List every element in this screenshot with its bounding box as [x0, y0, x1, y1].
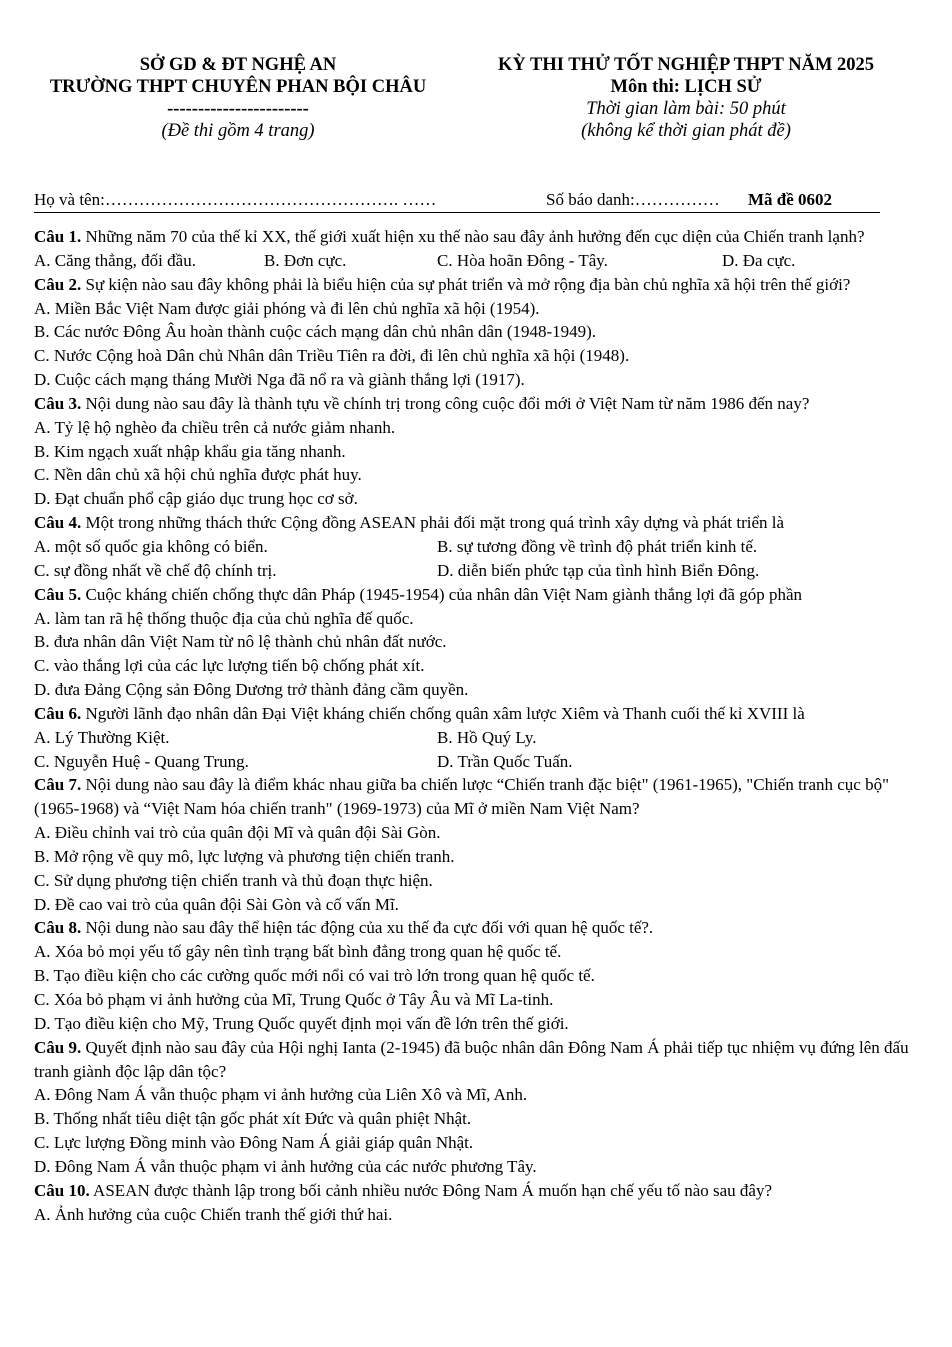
option-d: D. Đạt chuẩn phổ cập giáo dục trung học cơ sở.	[34, 489, 358, 509]
option-d: D. đưa Đảng Cộng sản Đông Dương trở thành đảng cầm quyền.	[34, 680, 469, 700]
options-row	[34, 535, 918, 559]
option-d: D. Cuộc cách mạng tháng Mười Nga đã nổ ra và giành thắng lợi (1917).	[34, 370, 525, 390]
option-d: D. Đề cao vai trò của quân đội Sài Gòn và cố vấn Mĩ.	[34, 894, 399, 914]
option-b: B. Kim ngạch xuất nhập khẩu gia tăng nhanh.	[34, 441, 346, 461]
pages-note: (Đề thi gồm 4 trang)	[161, 121, 315, 141]
question-10	[34, 1179, 918, 1203]
subject: Môn thi: LỊCH SỬ	[610, 77, 762, 97]
time-note: (không kể thời gian phát đề)	[581, 121, 791, 141]
options-row	[34, 249, 918, 273]
exam-title: KỲ THI THỬ TỐT NGHIỆP THPT NĂM 2025	[497, 55, 875, 75]
question-8	[34, 916, 918, 940]
question-text: ASEAN được thành lập trong bối cảnh nhiều nước Đông Nam Á muốn hạn chế yếu tố nào sau đây?	[93, 1180, 772, 1200]
question-9	[34, 1036, 918, 1084]
question-text: Người lãnh đạo nhân dân Đại Việt kháng chiến chống quân xâm lược Xiêm và Thanh cuối thế kỉ XVIII là	[85, 703, 805, 723]
question-label: Câu 6.	[34, 703, 82, 723]
question-2	[34, 273, 918, 297]
school-name: TRƯỜNG THPT CHUYÊN PHAN BỘI CHÂU	[49, 77, 427, 97]
option-a: A. Ảnh hưởng của cuộc Chiến tranh thế giới thứ hai.	[34, 1204, 393, 1224]
header-right	[466, 54, 906, 142]
header-divider: -----------------------	[167, 99, 309, 119]
option-b: B. Tạo điều kiện cho các cường quốc mới nổi có vai trò lớn trong quan hệ quốc tế.	[34, 966, 595, 986]
question-label: Câu 10.	[34, 1180, 90, 1200]
option-d: D. Đa cực.	[722, 250, 796, 270]
question-5	[34, 583, 918, 607]
question-label: Câu 4.	[34, 513, 82, 533]
question-label: Câu 8.	[34, 918, 82, 938]
question-1	[34, 225, 918, 249]
header-left	[24, 54, 452, 142]
question-text: Nội dung nào sau đây là điểm khác nhau giữa ba chiến lược “Chiến tranh đặc biệt" (1961-1965), "Chiến tranh cục bộ" (1965-1968) và “Việt Nam hóa chiến tranh" (1969-1973) của Mĩ ở miền Nam Việt Nam?	[34, 775, 890, 819]
question-3	[34, 392, 918, 416]
options-row	[34, 750, 918, 774]
option-d: D. Trần Quốc Tuấn.	[437, 751, 573, 771]
option-a: A. làm tan rã hệ thống thuộc địa của chủ nghĩa đế quốc.	[34, 608, 414, 628]
exam-code: Mã đề 0602	[748, 190, 833, 209]
question-4	[34, 511, 918, 535]
option-a: A. Miền Bắc Việt Nam được giải phóng và đi lên chủ nghĩa xã hội (1954).	[34, 298, 540, 318]
header-rule	[34, 212, 880, 213]
option-c: C. Nền dân chủ xã hội chủ nghĩa được phát huy.	[34, 465, 362, 485]
option-c: C. Nước Cộng hoà Dân chủ Nhân dân Triều Tiên ra đời, đi lên chủ nghĩa xã hội (1948).	[34, 346, 630, 366]
question-text: Nội dung nào sau đây là thành tựu về chính trị trong công cuộc đổi mới ở Việt Nam từ năm 1986 đến nay?	[85, 393, 810, 413]
option-c: C. Lực lượng Đồng minh vào Đông Nam Á giải giáp quân Nhật.	[34, 1133, 474, 1153]
question-text: Những năm 70 của thế kỉ XX, thế giới xuất hiện xu thế nào sau đây ảnh hưởng đến cục diện của Chiến tranh lạnh?	[85, 227, 865, 246]
option-b: B. sự tương đồng về trình độ phát triển kinh tế.	[437, 536, 758, 556]
time-limit: Thời gian làm bài: 50 phút	[586, 99, 786, 119]
department-name: SỞ GD & ĐT NGHỆ AN	[139, 55, 337, 75]
question-label: Câu 1.	[34, 227, 82, 246]
option-c: C. Nguyễn Huệ - Quang Trung.	[34, 751, 249, 771]
question-label: Câu 7.	[34, 775, 82, 795]
option-d: D. diễn biến phức tạp của tình hình Biển Đông.	[437, 560, 760, 580]
option-b: B. Hồ Quý Ly.	[437, 727, 537, 747]
question-text: Sự kiện nào sau đây không phải là biểu hiện của sự phát triển và mở rộng địa bàn chủ nghĩa xã hội trên thế giới?	[85, 274, 851, 294]
questions	[34, 225, 918, 1226]
question-label: Câu 5.	[34, 584, 82, 604]
option-b: B. Các nước Đông Âu hoàn thành cuộc cách mạng dân chủ nhân dân (1948-1949).	[34, 322, 597, 342]
candidate-info	[34, 188, 914, 212]
option-a: A. Căng thẳng, đối đầu.	[34, 250, 196, 270]
option-c: C. sự đồng nhất về chế độ chính trị.	[34, 560, 277, 580]
option-d: D. Đông Nam Á vẫn thuộc phạm vi ảnh hưởng của các nước phương Tây.	[34, 1156, 537, 1176]
option-a: A. Điều chỉnh vai trò của quân đội Mĩ và quân đội Sài Gòn.	[34, 823, 441, 843]
option-a: A. Đông Nam Á vẫn thuộc phạm vi ảnh hưởng của Liên Xô và Mĩ, Anh.	[34, 1085, 528, 1105]
option-b: B. Mở rộng về quy mô, lực lượng và phương tiện chiến tranh.	[34, 846, 455, 866]
question-text: Một trong những thách thức Cộng đồng ASEAN phải đối mặt trong quá trình xây dựng và phát triển là	[85, 513, 785, 533]
option-b: B. Thống nhất tiêu diệt tận gốc phát xít Đức và quân phiệt Nhật.	[34, 1109, 472, 1129]
question-label: Câu 9.	[34, 1037, 82, 1057]
option-b: B. Đơn cực.	[264, 250, 347, 270]
option-c: C. Sử dụng phương tiện chiến tranh và thủ đoạn thực hiện.	[34, 870, 433, 890]
question-label: Câu 2.	[34, 274, 82, 294]
question-text: Nội dung nào sau đây thể hiện tác động của xu thế đa cực đối với quan hệ quốc tế?.	[85, 918, 654, 938]
option-d: D. Tạo điều kiện cho Mỹ, Trung Quốc quyết định mọi vấn đề lớn trên thế giới.	[34, 1013, 569, 1033]
question-text: Cuộc kháng chiến chống thực dân Pháp (1945-1954) của nhân dân Việt Nam giành thắng lợi đã góp phần	[85, 584, 803, 604]
question-text: Quyết định nào sau đây của Hội nghị Ianta (2-1945) đã buộc nhân dân Đông Nam Á phải tiếp tục nhiệm vụ đứng lên đấu tranh giành độc lập dân tộc?	[34, 1037, 909, 1081]
option-b: B. đưa nhân dân Việt Nam từ nô lệ thành chủ nhân đất nước.	[34, 632, 447, 652]
option-c: C. Hòa hoãn Đông - Tây.	[437, 250, 608, 270]
candidate-name-field: Họ và tên:……………………………………………. ……	[34, 190, 437, 209]
options-row	[34, 726, 918, 750]
question-7	[34, 773, 918, 821]
options-row	[34, 559, 918, 583]
option-a: A. Tỷ lệ hộ nghèo đa chiều trên cả nước giảm nhanh.	[34, 417, 396, 437]
candidate-number-field: Số báo danh:……………	[546, 190, 720, 209]
question-6	[34, 702, 918, 726]
option-a: A. Lý Thường Kiệt.	[34, 727, 170, 747]
option-a: A. Xóa bỏ mọi yếu tố gây nên tình trạng bất bình đẳng trong quan hệ quốc tế.	[34, 942, 562, 962]
option-c: C. Xóa bỏ phạm vi ảnh hưởng của Mĩ, Trung Quốc ở Tây Âu và Mĩ La-tinh.	[34, 990, 554, 1009]
option-a: A. một số quốc gia không có biển.	[34, 536, 268, 556]
question-label: Câu 3.	[34, 393, 82, 413]
option-c: C. vào thắng lợi của các lực lượng tiến bộ chống phát xít.	[34, 656, 425, 676]
